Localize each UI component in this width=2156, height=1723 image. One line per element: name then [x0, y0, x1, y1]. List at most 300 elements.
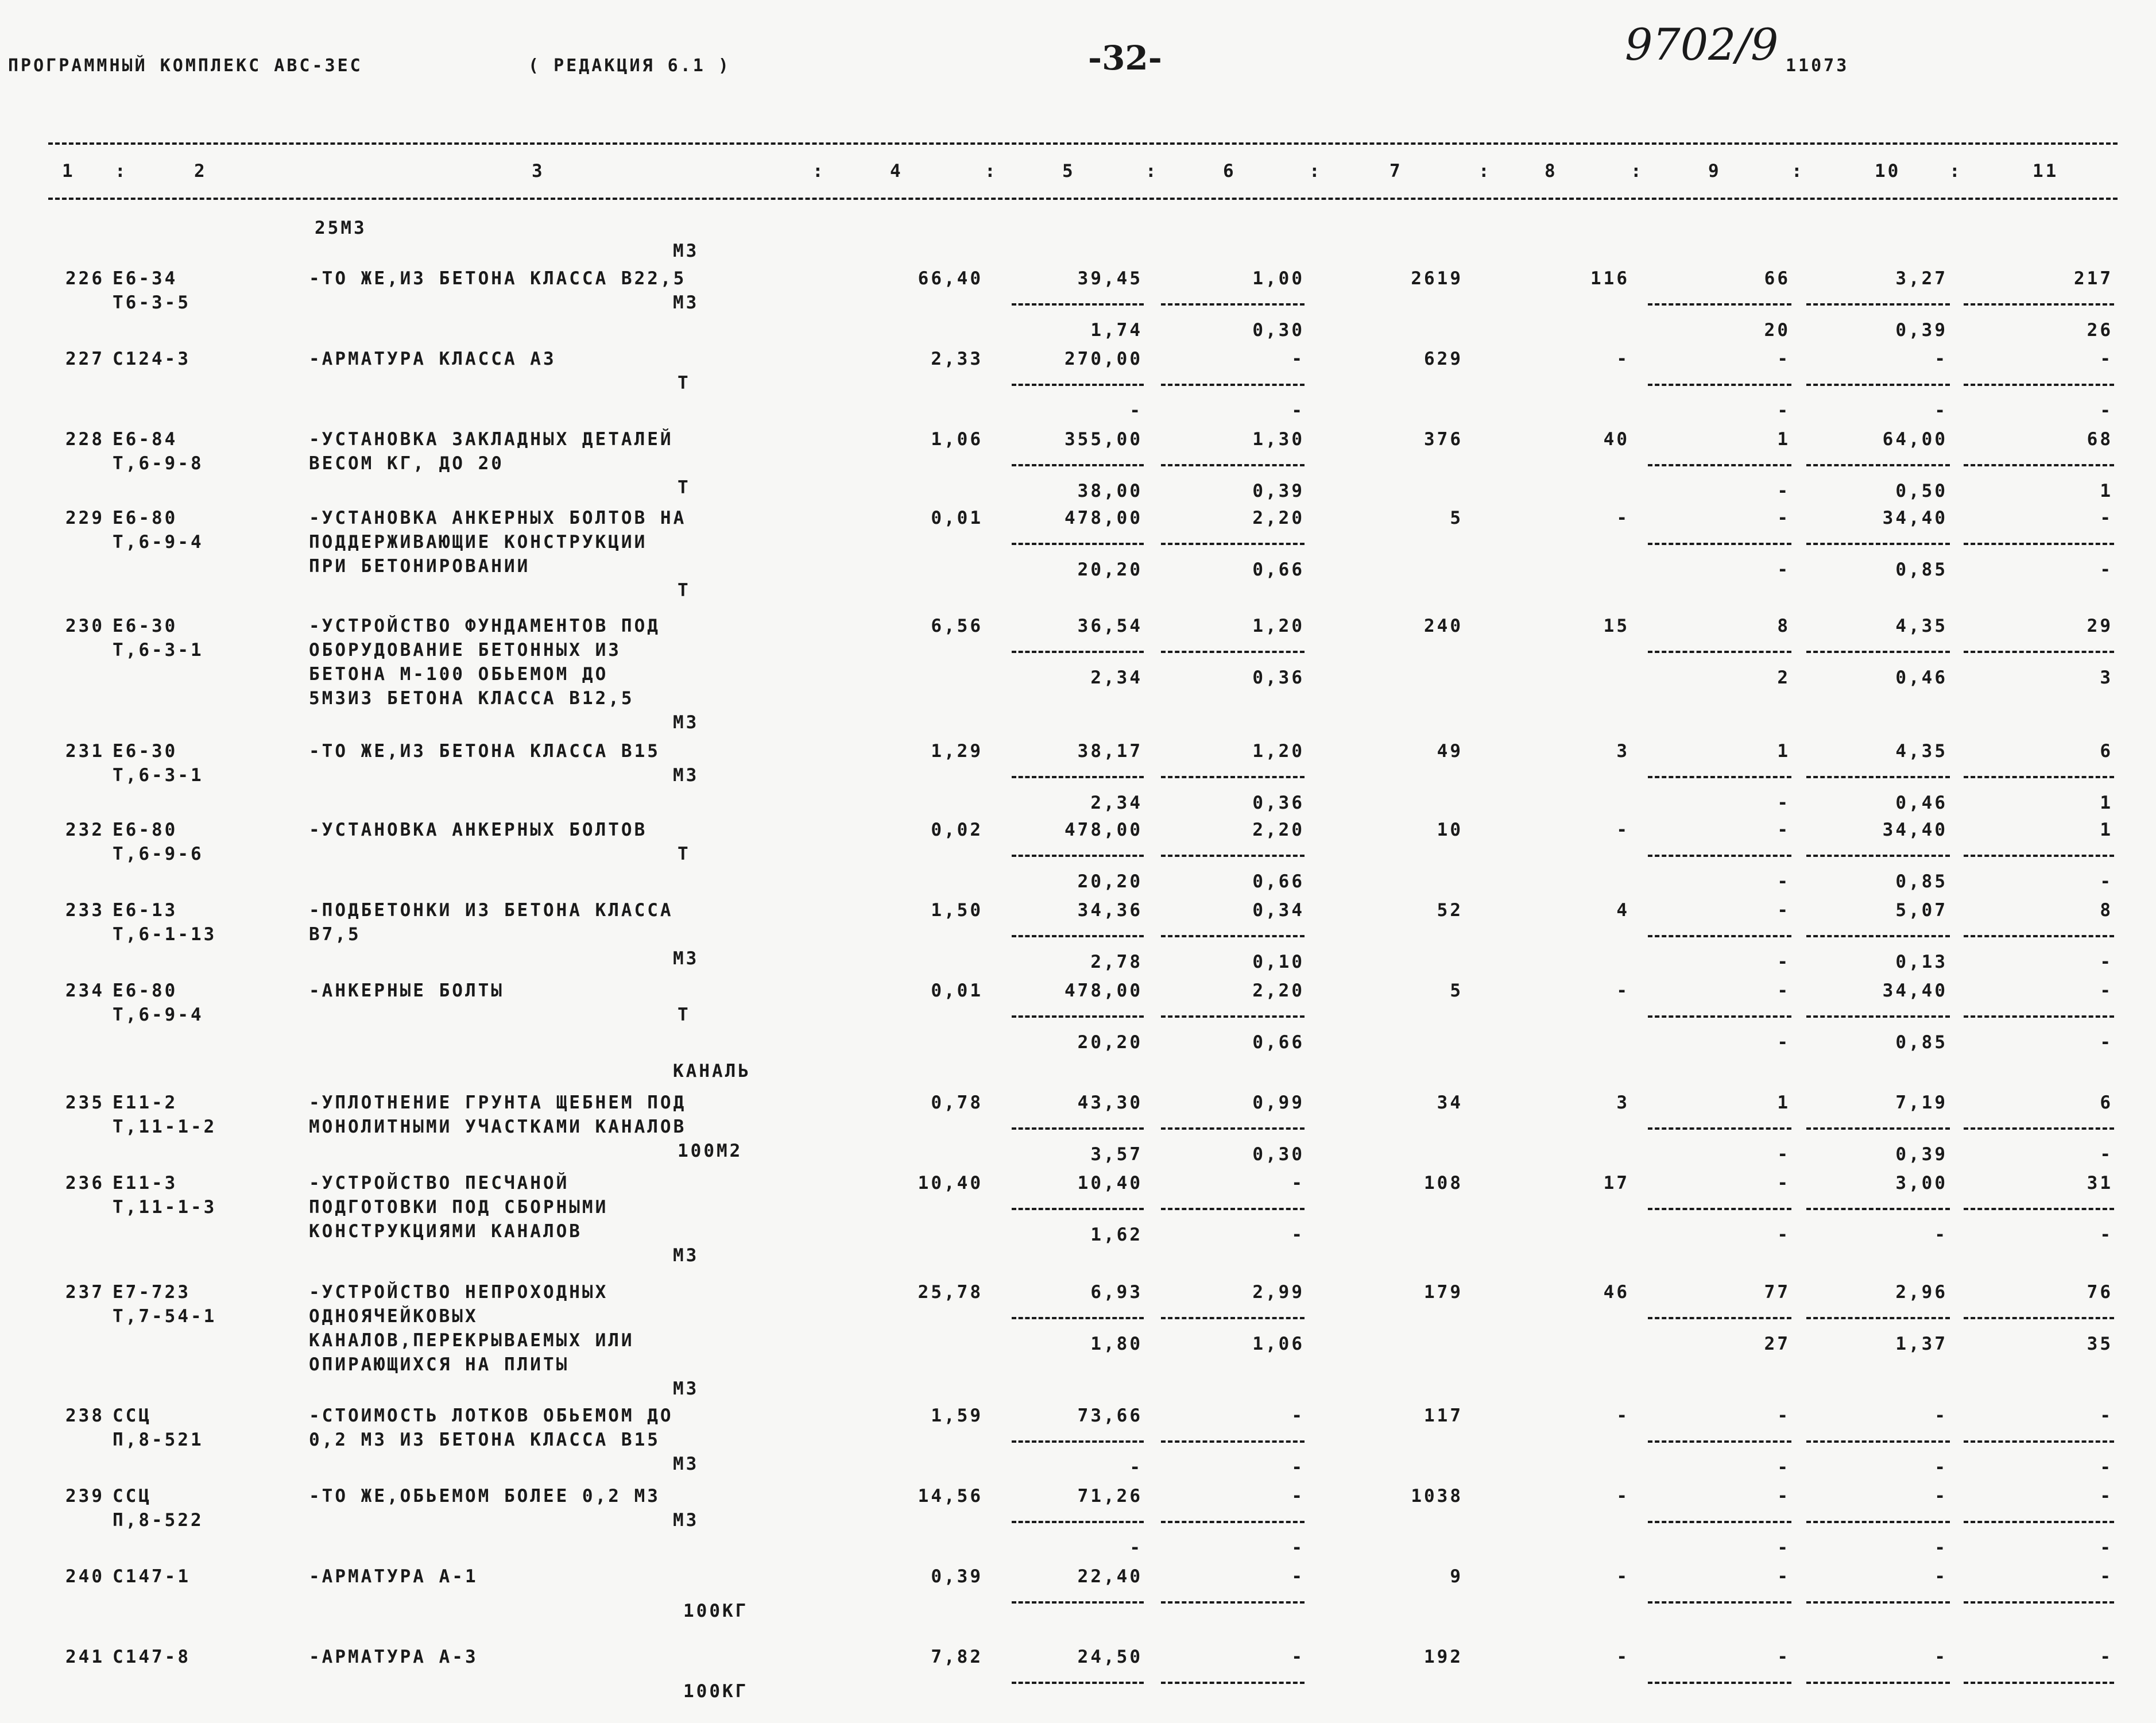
unit-cost-secondary: 1,62	[1090, 1224, 1143, 1245]
total-cost-value: 1038	[1411, 1486, 1463, 1506]
wage-cost-value: 2,99	[1252, 1282, 1305, 1303]
subtotal-rule	[1648, 1208, 1791, 1210]
quantity-value: 2,33	[931, 349, 983, 369]
wage-total-value: -	[1616, 820, 1629, 840]
subtotal-rule	[1012, 303, 1144, 306]
total-cost-value: 5	[1450, 980, 1463, 1001]
total-cost-value: 376	[1424, 429, 1463, 450]
wage-total-value: -	[1616, 349, 1629, 369]
unit-cost-secondary: 1,74	[1090, 320, 1143, 341]
labor-total-value: 1	[2100, 820, 2113, 840]
subtotal-rule	[1806, 303, 1950, 306]
column-separator: :	[1145, 161, 1159, 181]
wage-total-value: -	[1616, 1486, 1629, 1506]
subtotal-rule	[1964, 1208, 2114, 1210]
subtotal-rule	[1012, 1015, 1144, 1018]
subtotal-rule	[1648, 776, 1791, 778]
subtotal-rule	[1161, 1601, 1305, 1604]
quantity-value: 66,40	[918, 268, 983, 289]
work-description: -АРМАТУРА КЛАССА А3	[309, 349, 556, 369]
column-separator: :	[1478, 161, 1492, 181]
subtotal-rule	[1806, 1440, 1950, 1443]
subtotal-rule	[1964, 543, 2114, 545]
subtotal-rule	[1964, 651, 2114, 653]
subtotal-rule	[1012, 935, 1144, 937]
unit-cost-secondary: 3,57	[1090, 1144, 1143, 1165]
unit-label: Т	[678, 373, 691, 393]
subtotal-rule	[1806, 1521, 1950, 1523]
labor-norm-value: 5,07	[1895, 900, 1948, 921]
labor-total-value: 29	[2087, 616, 2113, 636]
norm-code: Т,6-9-6	[113, 844, 204, 864]
wage-cost-secondary: -	[1291, 1457, 1305, 1478]
machine-cost-secondary: -	[1777, 793, 1790, 813]
total-cost-value: 2619	[1411, 268, 1463, 289]
work-description: БЕТОНА М-100 ОБЬЕМОМ ДО	[309, 664, 609, 685]
machine-cost-value: -	[1777, 508, 1790, 528]
wage-cost-secondary: -	[1291, 1224, 1305, 1245]
subtotal-rule	[1161, 384, 1305, 386]
column-header: 8	[1545, 161, 1558, 181]
work-description: -УСТРОЙСТВО НЕПРОХОДНЫХ	[309, 1282, 609, 1303]
subtotal-rule	[1964, 1127, 2114, 1130]
labor-total-value: -	[2100, 1566, 2113, 1587]
subtotal-rule	[1964, 1521, 2114, 1523]
subtotal-rule	[1806, 1208, 1950, 1210]
labor-norm-value: 3,27	[1895, 268, 1948, 289]
quantity-value: 6,56	[931, 616, 983, 636]
wage-total-value: -	[1616, 508, 1629, 528]
subtotal-rule	[1161, 935, 1305, 937]
work-description: ОПИРАЮЩИХСЯ НА ПЛИТЫ	[309, 1354, 570, 1375]
wage-total-value: 46	[1603, 1282, 1629, 1303]
subtotal-rule	[1964, 935, 2114, 937]
work-description: КОНСТРУКЦИЯМИ КАНАЛОВ	[309, 1221, 582, 1242]
wage-total-value: -	[1616, 980, 1629, 1001]
row-number: 226	[65, 268, 104, 289]
edition-label: ( РЕДАКЦИЯ 6.1 )	[528, 56, 731, 76]
wage-total-value: -	[1616, 1566, 1629, 1587]
total-cost-value: 10	[1437, 820, 1463, 840]
labor-total-secondary: 1	[2100, 481, 2113, 501]
column-header: 1	[62, 161, 75, 181]
unit-label: М3	[673, 1454, 699, 1474]
labor-total-value: -	[2100, 1405, 2113, 1426]
norm-code: Т6-3-5	[113, 292, 191, 313]
subtotal-rule	[1161, 464, 1305, 466]
machine-cost-value: 77	[1764, 1282, 1790, 1303]
labor-norm-secondary: -	[1934, 400, 1948, 421]
subtotal-rule	[1964, 384, 2114, 386]
row-number: 227	[65, 349, 104, 369]
work-description: ОБОРУДОВАНИЕ БЕТОННЫХ ИЗ	[309, 640, 621, 660]
column-header: 11	[2033, 161, 2059, 181]
labor-norm-value: -	[1934, 1647, 1948, 1667]
unit-cost-secondary: -	[1129, 400, 1143, 421]
work-description: -УСТРОЙСТВО ПЕСЧАНОЙ	[309, 1173, 570, 1193]
norm-code: Т,6-3-1	[113, 640, 204, 660]
norm-code: Т,6-3-1	[113, 765, 204, 786]
column-header: 5	[1062, 161, 1075, 181]
labor-total-secondary: -	[2100, 1144, 2113, 1165]
unit-label: 100М2	[678, 1141, 743, 1161]
labor-total-value: 8	[2100, 900, 2113, 921]
continuation-text: 25М3	[315, 218, 367, 238]
wage-cost-secondary: -	[1291, 1537, 1305, 1558]
labor-norm-value: -	[1934, 1405, 1948, 1426]
total-cost-value: 5	[1450, 508, 1463, 528]
labor-norm-secondary: 0,39	[1895, 320, 1948, 341]
subtotal-rule	[1648, 1601, 1791, 1604]
norm-code: Т,7-54-1	[113, 1306, 217, 1327]
wage-cost-value: -	[1291, 1405, 1305, 1426]
wage-cost-value: 0,34	[1252, 900, 1305, 921]
work-description: -УСТАНОВКА АНКЕРНЫХ БОЛТОВ	[309, 820, 648, 840]
column-header: 3	[532, 161, 545, 181]
unit-cost-value: 24,50	[1077, 1647, 1143, 1667]
row-number: 233	[65, 900, 104, 921]
machine-cost-secondary: -	[1777, 1224, 1790, 1245]
norm-code: Е11-2	[113, 1092, 178, 1113]
quantity-value: 25,78	[918, 1282, 983, 1303]
subtotal-rule	[1806, 1015, 1950, 1018]
norm-code: ССЦ	[113, 1486, 152, 1506]
column-separator: :	[1791, 161, 1805, 181]
unit-cost-value: 34,36	[1077, 900, 1143, 921]
wage-cost-secondary: 0,36	[1252, 793, 1305, 813]
subtotal-rule	[1806, 384, 1950, 386]
column-separator: :	[985, 161, 998, 181]
subtotal-rule	[1012, 543, 1144, 545]
machine-cost-secondary: -	[1777, 871, 1790, 892]
subtotal-rule	[1648, 543, 1791, 545]
total-cost-value: 34	[1437, 1092, 1463, 1113]
subtotal-rule	[1648, 1682, 1791, 1684]
machine-cost-value: 1	[1777, 741, 1790, 762]
labor-norm-value: -	[1934, 1486, 1948, 1506]
norm-code: С124-3	[113, 349, 191, 369]
header-top-rule	[48, 142, 2118, 145]
machine-cost-secondary: -	[1777, 481, 1790, 501]
unit-cost-value: 39,45	[1077, 268, 1143, 289]
machine-cost-value: 8	[1777, 616, 1790, 636]
subtotal-rule	[1161, 1521, 1305, 1523]
wage-cost-secondary: 0,39	[1252, 481, 1305, 501]
unit-label: М3	[673, 948, 699, 969]
machine-cost-secondary: -	[1777, 400, 1790, 421]
labor-total-secondary: -	[2100, 559, 2113, 580]
subtotal-rule	[1648, 464, 1791, 466]
wage-cost-secondary: 0,66	[1252, 871, 1305, 892]
wage-cost-value: -	[1291, 1566, 1305, 1587]
subtotal-rule	[1161, 1015, 1305, 1018]
unit-cost-value: 478,00	[1065, 980, 1143, 1001]
unit-cost-secondary: 20,20	[1077, 1032, 1143, 1053]
total-cost-value: 117	[1424, 1405, 1463, 1426]
total-cost-value: 629	[1424, 349, 1463, 369]
quantity-value: 10,40	[918, 1173, 983, 1193]
norm-code: ССЦ	[113, 1405, 152, 1426]
labor-total-secondary: 1	[2100, 793, 2113, 813]
unit-label: М3	[673, 1245, 699, 1266]
row-number: 241	[65, 1647, 104, 1667]
row-number: 238	[65, 1405, 104, 1426]
wage-cost-value: -	[1291, 1173, 1305, 1193]
norm-code: Е6-30	[113, 616, 178, 636]
machine-cost-secondary: -	[1777, 559, 1790, 580]
labor-norm-value: 3,00	[1895, 1173, 1948, 1193]
work-description: -ТО ЖЕ,ИЗ БЕТОНА КЛАССА В15	[309, 741, 660, 762]
unit-label: Т	[678, 1005, 691, 1025]
subtotal-rule	[1161, 1208, 1305, 1210]
subtotal-rule	[1648, 1015, 1791, 1018]
wage-cost-secondary: 0,10	[1252, 952, 1305, 972]
total-cost-value: 192	[1424, 1647, 1463, 1667]
norm-code: П,8-522	[113, 1510, 204, 1531]
wage-cost-secondary: -	[1291, 400, 1305, 421]
page-number: -32-	[1088, 38, 1162, 78]
wage-total-value: 17	[1603, 1173, 1629, 1193]
wage-total-value: -	[1616, 1647, 1629, 1667]
column-separator: :	[1949, 161, 1963, 181]
wage-cost-secondary: 1,06	[1252, 1334, 1305, 1354]
unit-cost-value: 22,40	[1077, 1566, 1143, 1587]
subtotal-rule	[1806, 1601, 1950, 1604]
work-description: -АНКЕРНЫЕ БОЛТЫ	[309, 980, 504, 1001]
continuation-unit: М3	[673, 241, 699, 261]
machine-cost-value: -	[1777, 1566, 1790, 1587]
section-title: КАНАЛЬ	[673, 1061, 751, 1081]
row-number: 232	[65, 820, 104, 840]
subtotal-rule	[1161, 303, 1305, 306]
norm-code: Е11-3	[113, 1173, 178, 1193]
row-number: 230	[65, 616, 104, 636]
unit-cost-value: 73,66	[1077, 1405, 1143, 1426]
norm-code: Е6-30	[113, 741, 178, 762]
total-cost-value: 108	[1424, 1173, 1463, 1193]
work-description: КАНАЛОВ,ПЕРЕКРЫВАЕМЫХ ИЛИ	[309, 1330, 634, 1351]
column-header: 4	[890, 161, 903, 181]
wage-cost-secondary: 0,30	[1252, 320, 1305, 341]
subtotal-rule	[1806, 651, 1950, 653]
wage-total-value: 3	[1616, 1092, 1629, 1113]
labor-total-value: -	[2100, 980, 2113, 1001]
subtotal-rule	[1806, 464, 1950, 466]
subtotal-rule	[1964, 303, 2114, 306]
labor-norm-value: 4,35	[1895, 741, 1948, 762]
labor-total-secondary: -	[2100, 1537, 2113, 1558]
subtotal-rule	[1161, 855, 1305, 857]
norm-code: Т,6-1-13	[113, 924, 217, 945]
subtotal-rule	[1012, 1440, 1144, 1443]
quantity-value: 1,50	[931, 900, 983, 921]
wage-cost-secondary: 0,36	[1252, 667, 1305, 688]
labor-total-value: -	[2100, 508, 2113, 528]
unit-cost-value: 36,54	[1077, 616, 1143, 636]
subtotal-rule	[1012, 384, 1144, 386]
labor-total-secondary: -	[2100, 871, 2113, 892]
wage-cost-value: -	[1291, 1647, 1305, 1667]
subtotal-rule	[1648, 1127, 1791, 1130]
labor-total-value: 76	[2087, 1282, 2113, 1303]
unit-label: М3	[673, 765, 699, 786]
row-number: 240	[65, 1566, 104, 1587]
quantity-value: 0,01	[931, 508, 983, 528]
norm-code: Т,11-1-2	[113, 1117, 217, 1137]
column-separator: :	[1631, 161, 1644, 181]
labor-norm-secondary: 0,85	[1895, 559, 1948, 580]
handwritten-code: 9702/9	[1625, 19, 1779, 70]
subtotal-rule	[1648, 1440, 1791, 1443]
wage-total-value: 4	[1616, 900, 1629, 921]
labor-total-secondary: -	[2100, 1457, 2113, 1478]
labor-total-secondary: 3	[2100, 667, 2113, 688]
unit-cost-value: 355,00	[1065, 429, 1143, 450]
labor-total-value: 68	[2087, 429, 2113, 450]
unit-label: М3	[673, 712, 699, 733]
subtotal-rule	[1806, 935, 1950, 937]
work-description: ПОДГОТОВКИ ПОД СБОРНЫМИ	[309, 1197, 609, 1218]
work-description: -АРМАТУРА А-3	[309, 1647, 478, 1667]
labor-total-value: 217	[2074, 268, 2113, 289]
norm-code: Т,11-1-3	[113, 1197, 217, 1218]
norm-code: Т,6-9-4	[113, 532, 204, 553]
row-number: 231	[65, 741, 104, 762]
wage-cost-value: 0,99	[1252, 1092, 1305, 1113]
work-description: ПОДДЕРЖИВАЮЩИЕ КОНСТРУКЦИИ	[309, 532, 648, 553]
work-description: ОДНОЯЧЕЙКОВЫХ	[309, 1306, 478, 1327]
column-header: 7	[1389, 161, 1403, 181]
machine-cost-value: 66	[1764, 268, 1790, 289]
labor-norm-value: 34,40	[1882, 980, 1948, 1001]
work-description: -УСТРОЙСТВО ФУНДАМЕНТОВ ПОД	[309, 616, 660, 636]
machine-cost-value: -	[1777, 980, 1790, 1001]
subtotal-rule	[1648, 935, 1791, 937]
unit-label: Т	[678, 580, 691, 601]
wage-cost-value: 2,20	[1252, 980, 1305, 1001]
subtotal-rule	[1806, 1317, 1950, 1319]
unit-cost-secondary: -	[1129, 1457, 1143, 1478]
machine-cost-secondary: 20	[1764, 320, 1790, 341]
wage-total-value: 15	[1603, 616, 1629, 636]
total-cost-value: 9	[1450, 1566, 1463, 1587]
machine-cost-secondary: 2	[1777, 667, 1790, 688]
labor-norm-secondary: -	[1934, 1537, 1948, 1558]
subtotal-rule	[1161, 1440, 1305, 1443]
subtotal-rule	[1012, 464, 1144, 466]
subtotal-rule	[1648, 651, 1791, 653]
quantity-value: 0,02	[931, 820, 983, 840]
subtotal-rule	[1161, 776, 1305, 778]
unit-cost-value: 270,00	[1065, 349, 1143, 369]
machine-cost-value: -	[1777, 820, 1790, 840]
unit-cost-secondary: 2,34	[1090, 667, 1143, 688]
column-separator: :	[1309, 161, 1322, 181]
labor-total-secondary: -	[2100, 400, 2113, 421]
quantity-value: 1,06	[931, 429, 983, 450]
wage-cost-value: 1,20	[1252, 741, 1305, 762]
unit-cost-secondary: -	[1129, 1537, 1143, 1558]
work-description: -ТО ЖЕ,ОБЬЕМОМ БОЛЕЕ 0,2 М3	[309, 1486, 660, 1506]
subtotal-rule	[1964, 776, 2114, 778]
work-description: -СТОИМОСТЬ ЛОТКОВ ОБЬЕМОМ ДО	[309, 1405, 673, 1426]
wage-cost-secondary: 0,66	[1252, 1032, 1305, 1053]
machine-cost-value: -	[1777, 900, 1790, 921]
labor-total-secondary: -	[2100, 1032, 2113, 1053]
labor-norm-secondary: 0,85	[1895, 871, 1948, 892]
wage-total-value: -	[1616, 1405, 1629, 1426]
subtotal-rule	[1648, 303, 1791, 306]
unit-label: 100КГ	[683, 1681, 749, 1702]
subtotal-rule	[1012, 1521, 1144, 1523]
labor-norm-value: 34,40	[1882, 820, 1948, 840]
labor-norm-secondary: 0,13	[1895, 952, 1948, 972]
work-description: 5М3ИЗ БЕТОНА КЛАССА В12,5	[309, 688, 634, 709]
total-cost-value: 179	[1424, 1282, 1463, 1303]
quantity-value: 0,01	[931, 980, 983, 1001]
subtotal-rule	[1806, 543, 1950, 545]
machine-cost-value: -	[1777, 1647, 1790, 1667]
wage-total-value: 3	[1616, 741, 1629, 762]
program-title: ПРОГРАММНЫЙ КОМПЛЕКС АВС-ЗЕС	[8, 56, 363, 76]
labor-total-secondary: -	[2100, 952, 2113, 972]
machine-cost-value: -	[1777, 349, 1790, 369]
subtotal-rule	[1012, 855, 1144, 857]
machine-cost-value: -	[1777, 1486, 1790, 1506]
subtotal-rule	[1161, 651, 1305, 653]
subtotal-rule	[1806, 776, 1950, 778]
subtotal-rule	[1964, 1317, 2114, 1319]
machine-cost-value: -	[1777, 1173, 1790, 1193]
norm-code: П,8-521	[113, 1430, 204, 1450]
norm-code: Е6-80	[113, 820, 178, 840]
unit-label: Т	[678, 844, 691, 864]
row-number: 234	[65, 980, 104, 1001]
labor-total-value: -	[2100, 1486, 2113, 1506]
work-description: МОНОЛИТНЫМИ УЧАСТКАМИ КАНАЛОВ	[309, 1117, 687, 1137]
norm-code: Е6-80	[113, 508, 178, 528]
labor-norm-value: 64,00	[1882, 429, 1948, 450]
unit-label: М3	[673, 292, 699, 313]
norm-code: С147-8	[113, 1647, 191, 1667]
subtotal-rule	[1806, 1682, 1950, 1684]
subtotal-rule	[1012, 1601, 1144, 1604]
machine-cost-value: 1	[1777, 429, 1790, 450]
work-description: -УПЛОТНЕНИЕ ГРУНТА ЩЕБНЕМ ПОД	[309, 1092, 687, 1113]
unit-label: М3	[673, 1510, 699, 1531]
row-number: 235	[65, 1092, 104, 1113]
row-number: 239	[65, 1486, 104, 1506]
norm-code: С147-1	[113, 1566, 191, 1587]
subtotal-rule	[1648, 855, 1791, 857]
row-number: 237	[65, 1282, 104, 1303]
work-description: -УСТАНОВКА ЗАКЛАДНЫХ ДЕТАЛЕЙ	[309, 429, 673, 450]
subtotal-rule	[1648, 384, 1791, 386]
subtotal-rule	[1964, 1601, 2114, 1604]
unit-cost-value: 478,00	[1065, 820, 1143, 840]
quantity-value: 14,56	[918, 1486, 983, 1506]
work-description: -ТО ЖЕ,ИЗ БЕТОНА КЛАССА В22,5	[309, 268, 687, 289]
unit-cost-value: 71,26	[1077, 1486, 1143, 1506]
unit-cost-secondary: 1,80	[1090, 1334, 1143, 1354]
document-number: 11073	[1786, 56, 1849, 76]
header-bottom-rule	[48, 198, 2118, 200]
unit-cost-value: 38,17	[1077, 741, 1143, 762]
machine-cost-value: 1	[1777, 1092, 1790, 1113]
subtotal-rule	[1012, 651, 1144, 653]
norm-code: Е7-723	[113, 1282, 191, 1303]
column-header: 6	[1223, 161, 1236, 181]
